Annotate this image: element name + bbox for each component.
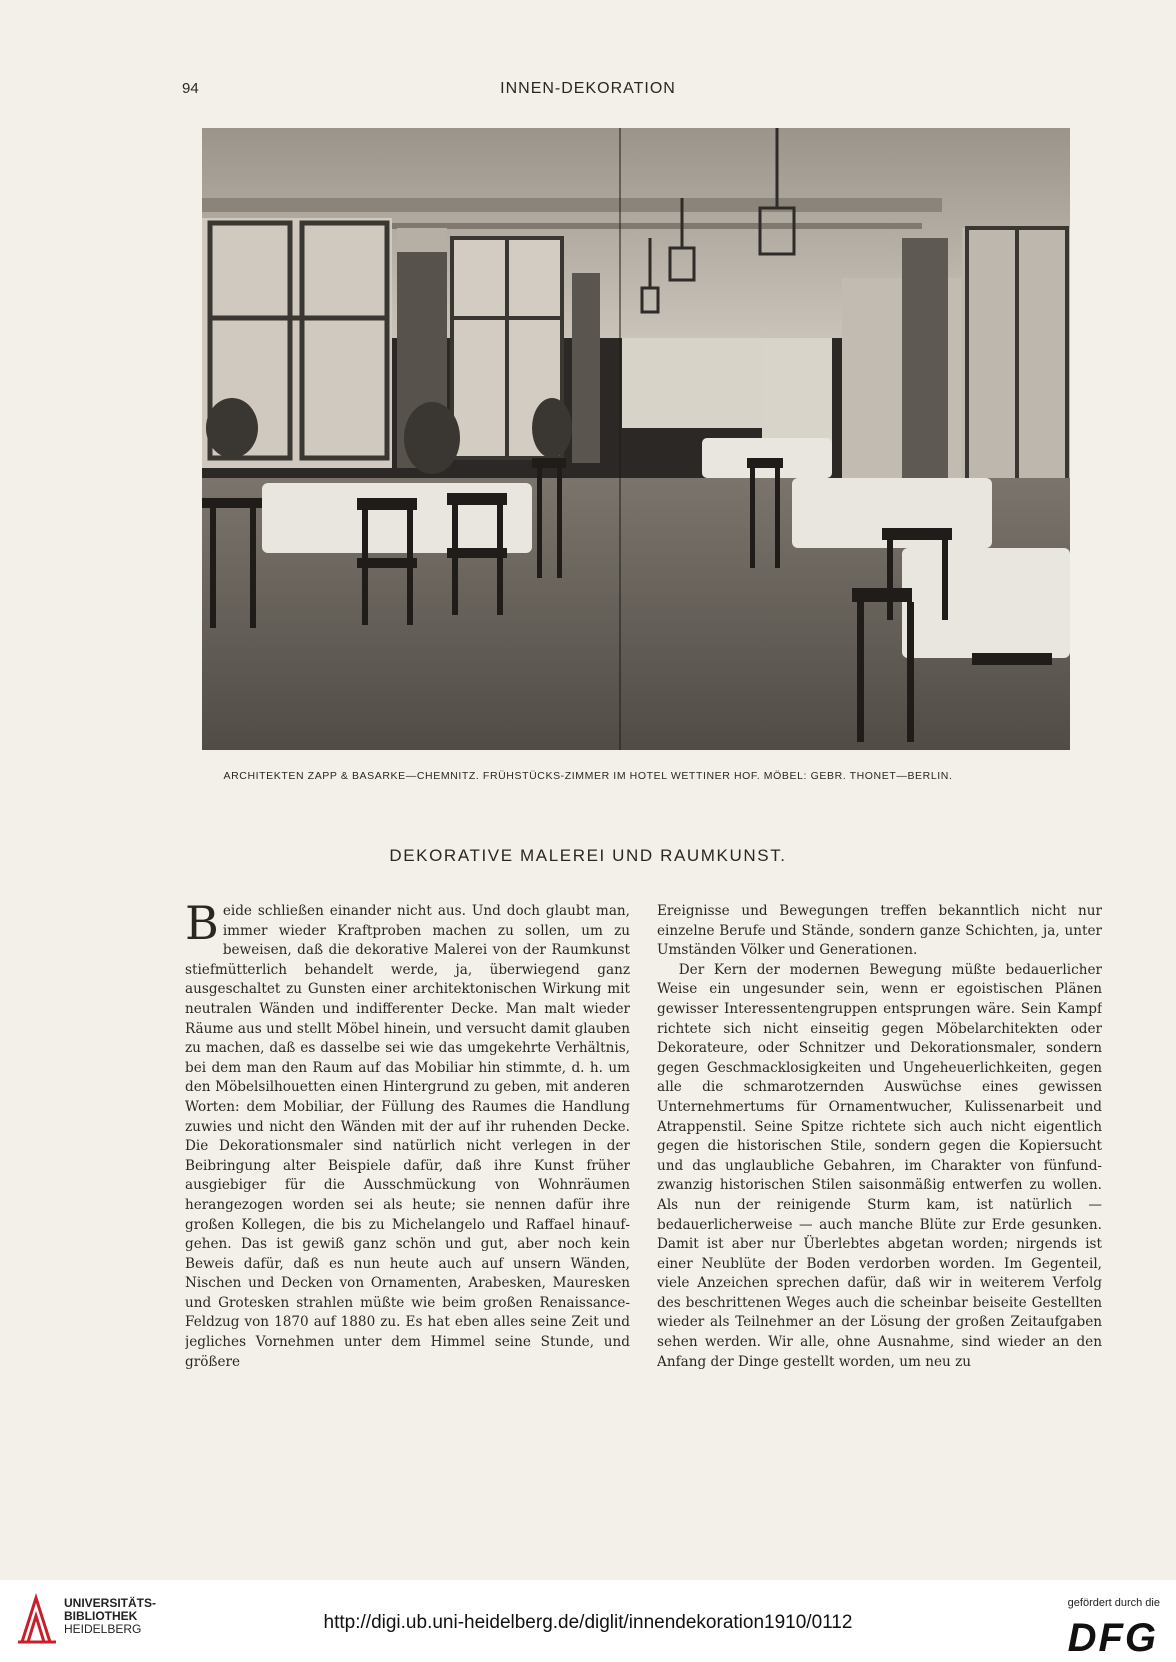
- article-title: DEKORATIVE MALEREI UND RAUMKUNST.: [389, 846, 787, 865]
- dfg-logo: DFG: [1067, 1616, 1158, 1660]
- paragraph: Der Kern der modernen Bewegung müßte bedauerlicher Weise ein ungesunder sein, wenn er egoistischen Plänen gewisser Interessentengruppen entsprungen wäre. Sein Kampf richtete sich nicht einseitig gegen Möbelarchitekten oder Dekorateure, oder Schnitzer und Dekorationsmaler, sondern gegen Geschmacklosigkeiten und Ungeheuerlichkeiten, gegen alle die schmarotzernden Auswüchse eines gewissen Unternehmertums für Ornamentwucher, Kulissenarbeit und Atrappenstil. Seine Spitze richtete sich auch nicht eigentlich gegen die historischen Stile, sondern gegen die Kopiersucht und das unglaubliche Gebahren, im Charakter von fünfundzwanzig historischen Stilen saisonmäßig entwerfen zu wollen. Als nun der reinigende Sturm kam, ist natürlich — bedauerlicherweise — auch manche Blüte zur Erde gesunken. Damit ist aber nur Überlebtes abgetan worden; nirgends ist einer Neublüte der Boden verdorben worden. Im Gegenteil, viele Anzeichen sprechen dafür, daß wir in weiterem Verfolg des beschrittenen Weges auch die scheinbar beiseite Gestellten wieder als Teilnehmer an der Lösung der großen Zeitaufgaben sehen werden. Wir alle, ohne Ausnahme, sind wieder an den Anfang der Dinge gestellt worden, um neu zu: [657, 961, 1102, 1370]
- paragraph-text: eide schließen einander nicht aus. Und doch glaubt man, immer wieder Kraftproben machen zu sollen, um zu beweisen, daß die dekorative Malerei von der Raumkunst stiefmütterlich behandelt werde, ja, überwiegend ganz ausgeschaltet zu Gunsten einer architektonischen Wirkung mit neutralen Wänden und indifferenter Decke. Man malt wieder Räume aus und stellt Möbel hinein, und versucht damit glauben zu machen, daß es dasselbe sei wie das umgekehrte Verhältnis, bei dem man den Raum auf das Mobiliar hin stimmte, d. h. um den Möbelsilhouetten einen Hintergrund zu geben, mit anderen Worten: dem Mobiliar, der Füllung des Raumes die Handlung zuwies und nicht den Wänden mit der auf ihr ruhenden Decke. Die Dekorationsmaler sind natürlich nicht verlegen in der Beibringung alter Beispiele dafür, daß ihre Kunst früher ausgiebiger für die Ausschmückung von Wohnräumen herangezogen worden sei als heute; sie nennen dafür ihre großen Kollegen, die bis zu Michelangelo und Raffael hinaufgehen. Das ist gewiß ganz schön und gut, aber noch kein Beweis dafür, daß es nun heute auch auf unsern Wänden, Nischen und Decken von Ornamenten, Arabesken, Mauresken und Grotesken strahlen müßte wie beim großen Renaissance-Feldzug von 1870 auf 1880 zu. Es hat eben alles seine Zeit und jegliches Vornehmen unter dem Himmel seine Stunde, und größere: [185, 903, 630, 1370]
- library-line-2: BIBLIOTHEK: [64, 1609, 138, 1623]
- library-line-1: UNIVERSITÄTS-: [64, 1596, 157, 1610]
- paragraph: [185, 902, 630, 1372]
- text-column-left: [185, 902, 630, 1432]
- permalink-url[interactable]: http://digi.ub.uni-heidelberg.de/diglit/innendekoration1910/0112: [323, 1612, 853, 1633]
- interior-photograph: [202, 128, 1070, 750]
- drop-cap: B: [185, 902, 219, 950]
- paragraph: Ereignisse und Bewegungen treffen bekanntlich nicht nur einzelne Berufe und Stände, sondern ganze Schichten, ja, unter Umständen Völker und Generationen.: [657, 903, 1102, 959]
- page-number: 94: [182, 80, 199, 97]
- funding-note: gefördert durch die: [1067, 1597, 1160, 1609]
- photo-caption: ARCHITEKTEN ZAPP & BASARKE—CHEMNITZ. FRÜHSTÜCKS-ZIMMER IM HOTEL WETTINER HOF. MÖBEL: GEBR. THONET—BERLIN.: [223, 770, 953, 782]
- text-column-right: [657, 902, 1102, 1432]
- library-line-3: HEIDELBERG: [64, 1622, 142, 1636]
- running-head: INNEN-DEKORATION: [500, 80, 676, 97]
